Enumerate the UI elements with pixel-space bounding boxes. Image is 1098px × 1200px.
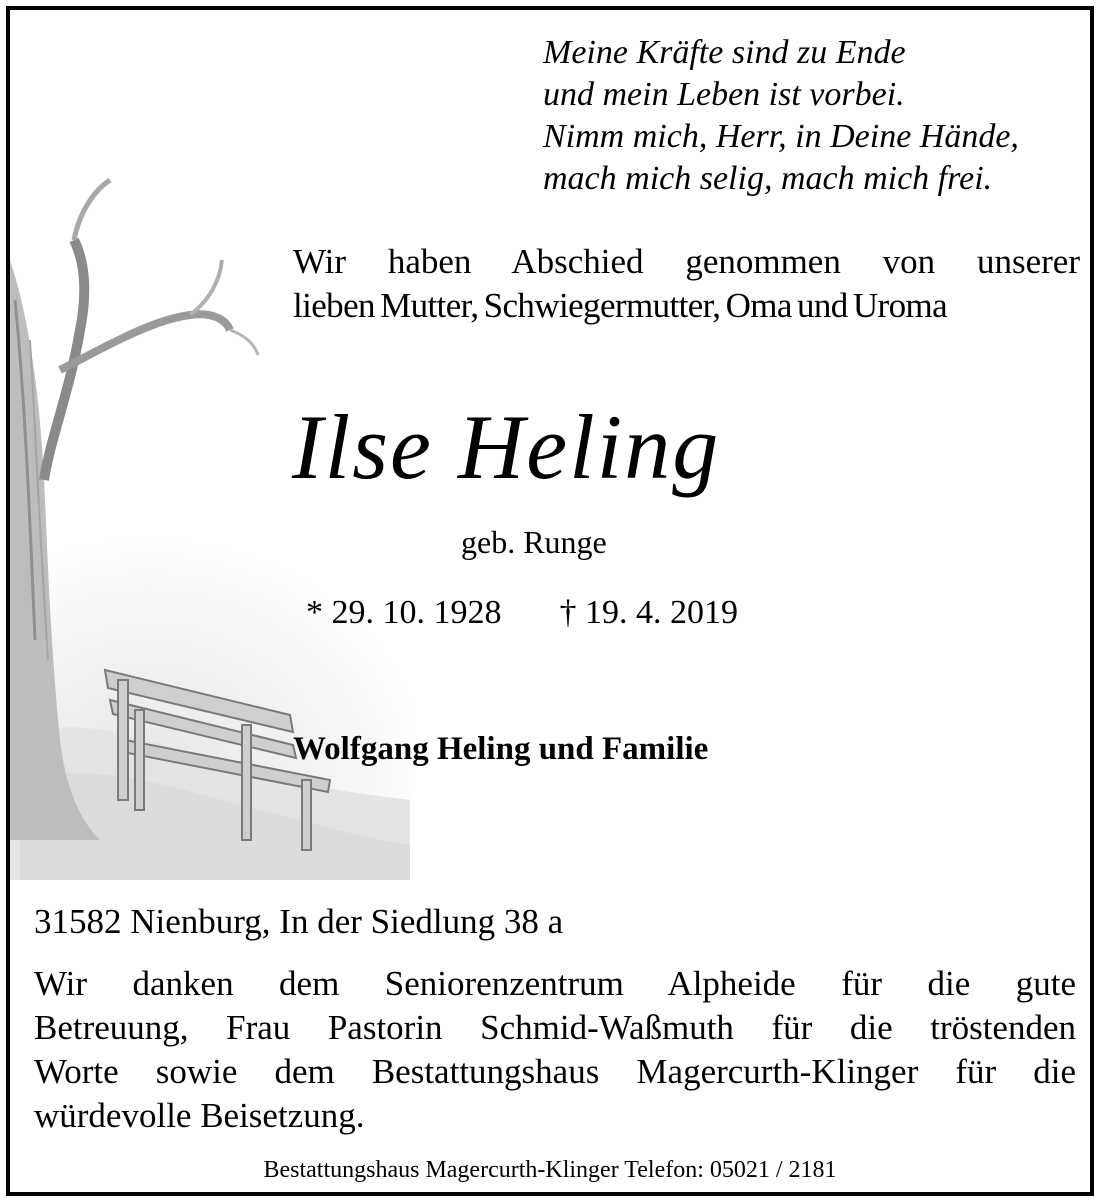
poem-line: mach mich selig, mach mich frei. — [543, 160, 993, 197]
poem-line: und mein Leben ist vorbei. — [543, 76, 905, 113]
obituary-frame — [6, 6, 1094, 1196]
address: 31582 Nienburg, In der Siedlung 38 a — [34, 902, 564, 941]
maiden-name: geb. Runge — [461, 524, 607, 560]
intro-line: Wir haben Abschied genommen von unserer — [293, 242, 1080, 281]
poem — [543, 32, 1083, 200]
poem-line: Nimm mich, Herr, in Deine Hände, — [543, 118, 1019, 155]
life-dates — [306, 592, 738, 634]
mourners: Wolfgang Heling und Familie — [293, 731, 709, 767]
thanks-line: Worte sowie dem Bestattungshaus Magercurth-Klinger für die — [34, 1052, 1076, 1091]
death-date: † 19. 4. 2019 — [559, 594, 738, 631]
deceased-name: Ilse Heling — [292, 396, 721, 498]
funeral-home-footer: Bestattungshaus Magercurth-Klinger Telefon: 05021 / 2181 — [263, 1157, 837, 1183]
intro-line: lieben Mutter, Schwiegermutter, Oma und Uroma — [293, 286, 948, 325]
intro-text — [293, 240, 1080, 328]
poem-line: Meine Kräfte sind zu Ende — [543, 34, 906, 71]
birth-date: * 29. 10. 1928 — [306, 594, 502, 631]
thanks-line: Wir danken dem Seniorenzentrum Alpheide für die gute — [34, 964, 1076, 1003]
thanks-line: Betreuung, Frau Pastorin Schmid-Waßmuth für die tröstenden — [34, 1008, 1076, 1047]
thanks-text — [34, 962, 1076, 1138]
thanks-line: würdevolle Beisetzung. — [34, 1096, 365, 1135]
